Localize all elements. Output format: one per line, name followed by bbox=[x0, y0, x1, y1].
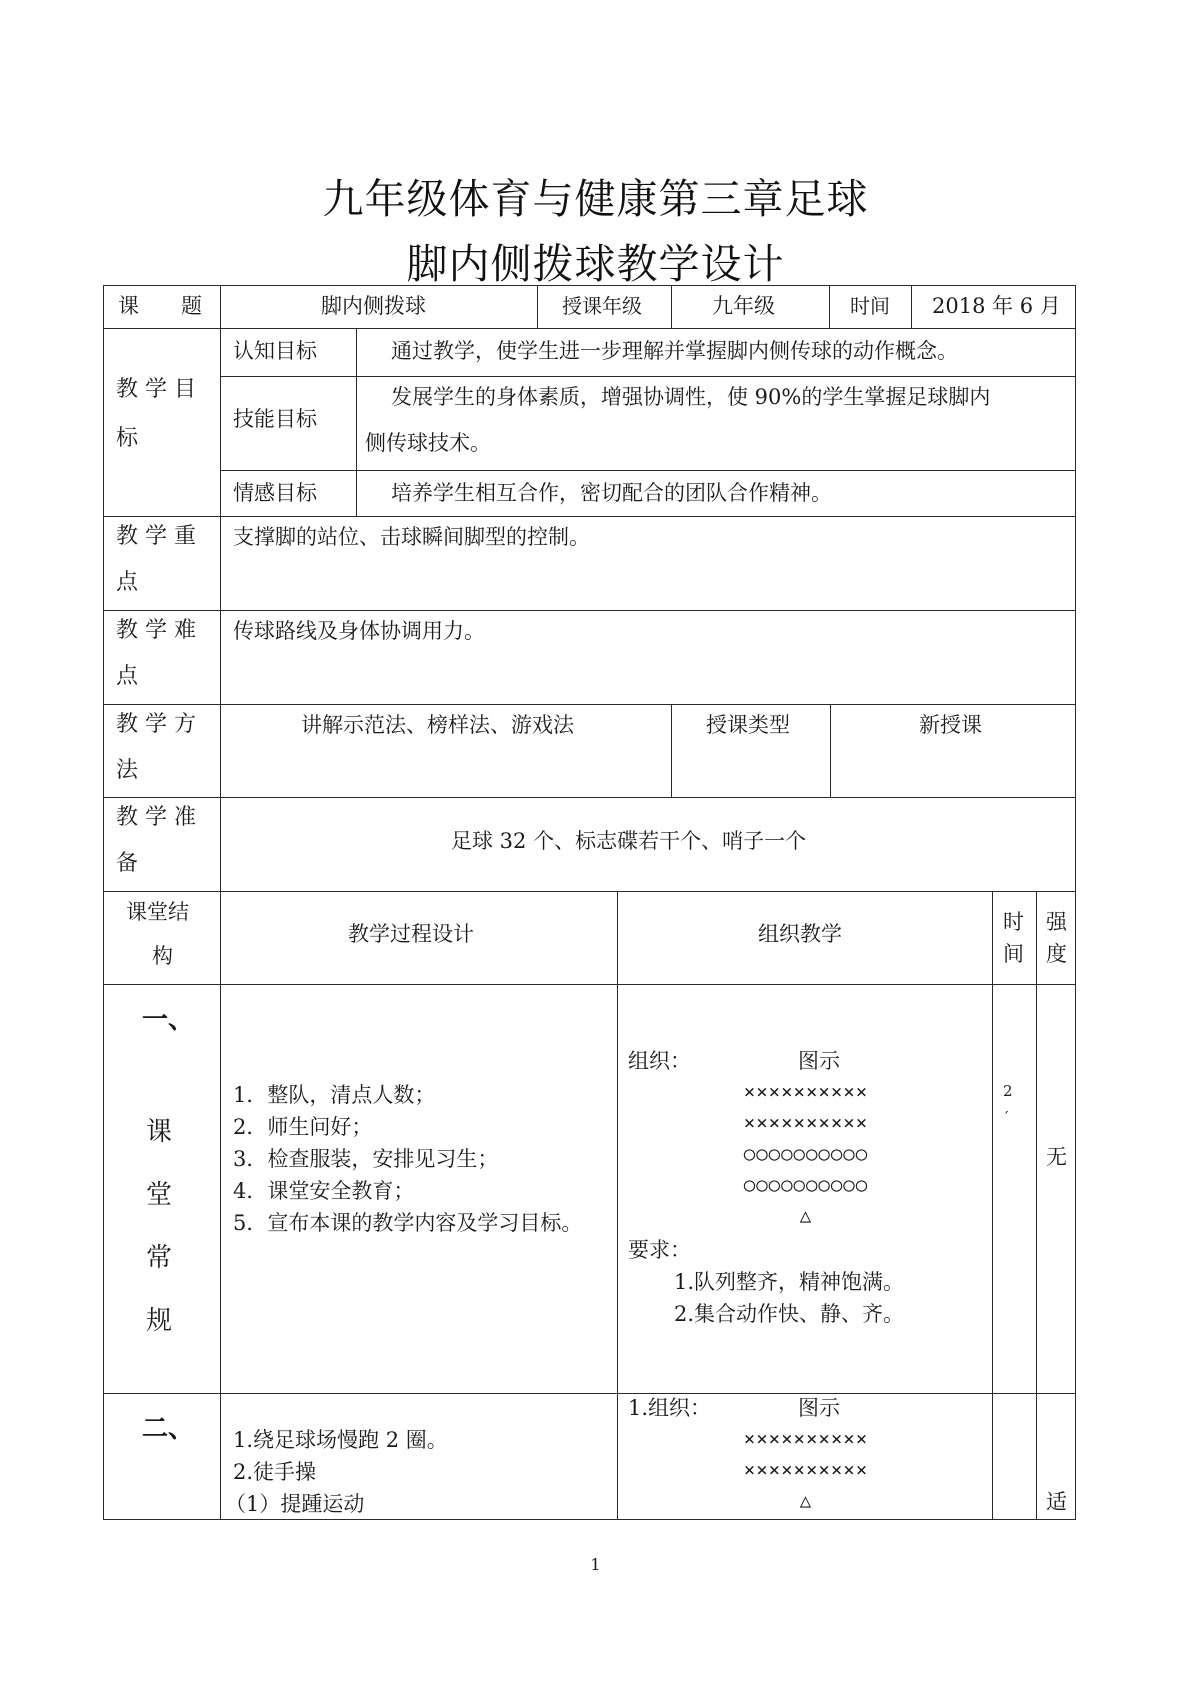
cell-affective-text: 培养学生相互合作，密切配合的团队合作精神。 bbox=[356, 470, 1076, 517]
cell-section2-time bbox=[992, 1393, 1037, 1520]
cell-lesson-type-value: 新授课 bbox=[830, 704, 1076, 798]
page-number: 1 bbox=[590, 1555, 601, 1574]
cell-cognitive-label: 认知目标 bbox=[220, 328, 357, 377]
list-item: 2.集合动作快、静、齐。 bbox=[674, 1302, 905, 1326]
list-item: 3．检查服装，安排见习生； bbox=[233, 1147, 499, 1171]
cell-section1-intensity: 无 bbox=[1036, 984, 1076, 1394]
cell-structure-header: 课堂结 构 bbox=[103, 891, 221, 985]
document-title-line2: 脚内侧拨球教学设计 bbox=[406, 240, 785, 288]
cell-preparation-label: 教 学 准 备 bbox=[103, 797, 221, 892]
cell-cognitive-text: 通过教学，使学生进一步理解并掌握脚内侧传球的动作概念。 bbox=[356, 328, 1076, 377]
cell-keypoints-label: 教 学 重 点 bbox=[103, 516, 221, 611]
cell-affective-label: 情感目标 bbox=[220, 470, 357, 517]
formation-diagram-row: ○○○○○○○○○○ bbox=[743, 1143, 869, 1165]
formation-diagram-row: ×××××××××× bbox=[743, 1459, 869, 1481]
formation-diagram-row: ○○○○○○○○○○ bbox=[743, 1174, 869, 1196]
cell-section2-process bbox=[220, 1393, 618, 1520]
formation-diagram-row: ×××××××××× bbox=[743, 1081, 869, 1103]
cell-grade-value: 九年级 bbox=[671, 285, 830, 329]
list-item: （1）提踵运动 bbox=[225, 1492, 365, 1516]
list-item: 2．师生问好； bbox=[233, 1115, 373, 1139]
cell-difficulties-label: 教 学 难 点 bbox=[103, 610, 221, 705]
formation-diagram-row: △ bbox=[799, 1490, 813, 1512]
cell-process-header: 教学过程设计 bbox=[220, 891, 618, 985]
cell-keypoints-text: 支撑脚的站位、击球瞬间脚型的控制。 bbox=[220, 516, 1076, 611]
cell-grade-label: 授课年级 bbox=[537, 285, 672, 329]
cell-organization-header: 组织教学 bbox=[617, 891, 993, 985]
document-title-line1: 九年级体育与健康第三章足球 bbox=[322, 175, 869, 223]
cell-time-value: 2018 年 6 月 bbox=[911, 285, 1076, 329]
formation-diagram-row: ×××××××××× bbox=[743, 1112, 869, 1134]
cell-topic-label: 课 题 bbox=[103, 285, 221, 329]
cell-topic-value: 脚内侧拨球 bbox=[220, 285, 538, 329]
cell-section1-structure: 一、 课 堂 常 规 bbox=[103, 984, 221, 1394]
cell-objectives-label: 教 学 目 标 bbox=[103, 328, 221, 517]
formation-diagram-row: △ bbox=[799, 1205, 813, 1227]
cell-section1-time: 2 ′ bbox=[992, 984, 1037, 1394]
cell-time-label: 时间 bbox=[829, 285, 912, 329]
cell-section2-structure: 二、 bbox=[103, 1393, 221, 1520]
cell-time-header: 时 间 bbox=[992, 891, 1037, 985]
cell-skill-text: 发展学生的身体素质，增强协调性，使 90%的学生掌握足球脚内 侧传球技术。 bbox=[356, 376, 1076, 471]
list-item: 1．整队，清点人数； bbox=[233, 1083, 436, 1107]
cell-methods-text: 讲解示范法、榜样法、游戏法 bbox=[220, 704, 672, 798]
list-item: 1.绕足球场慢跑 2 圈。 bbox=[233, 1428, 448, 1452]
cell-intensity-header: 强 度 bbox=[1036, 891, 1076, 985]
cell-section1-process bbox=[220, 984, 618, 1394]
cell-section2-intensity: 适 bbox=[1036, 1393, 1076, 1520]
cell-section1-organization: 组织： 图示 ×××××××××× ×××××××××× ○○○○○○○○○○ ○○○○○○○○○○ △ 要求： 1.队列整齐，精神饱满。 2.集合动作快、静、齐。 bbox=[617, 984, 993, 1394]
list-item: 2.徒手操 bbox=[233, 1460, 317, 1484]
cell-preparation-text: 足球 32 个、标志碟若干个、哨子一个 bbox=[220, 797, 1076, 892]
list-item: 1.队列整齐，精神饱满。 bbox=[674, 1270, 905, 1294]
list-item: 4．课堂安全教育； bbox=[233, 1179, 415, 1203]
formation-diagram-row: ×××××××××× bbox=[743, 1428, 869, 1450]
cell-section2-organization: 1.组织： 图示 ×××××××××× ×××××××××× △ bbox=[617, 1393, 993, 1520]
cell-difficulties-text: 传球路线及身体协调用力。 bbox=[220, 610, 1076, 705]
cell-skill-label: 技能目标 bbox=[220, 376, 357, 471]
cell-lesson-type-label: 授课类型 bbox=[671, 704, 831, 798]
cell-methods-label: 教 学 方 法 bbox=[103, 704, 221, 798]
list-item: 5．宣布本课的教学内容及学习目标。 bbox=[233, 1211, 583, 1235]
